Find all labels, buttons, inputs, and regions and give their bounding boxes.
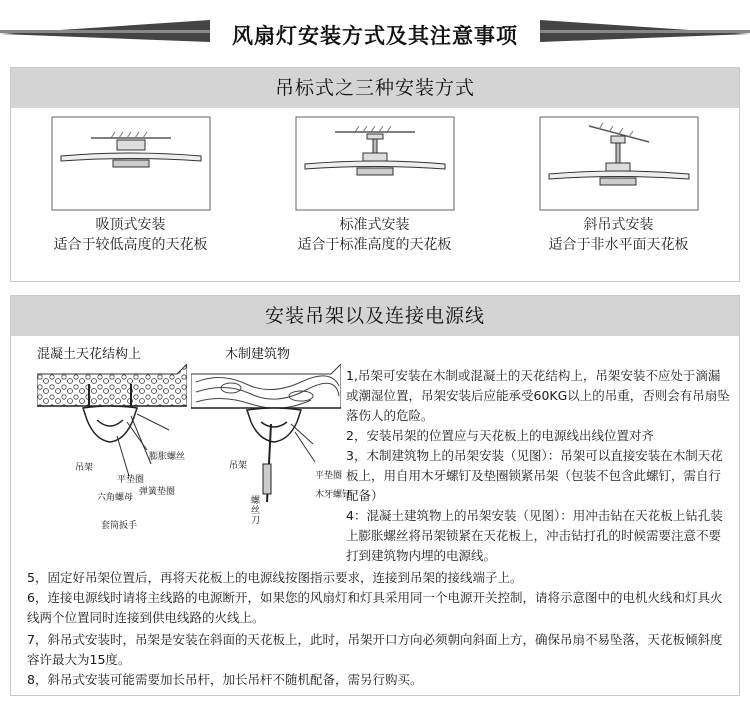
mount-standard-name: 标准式安装 — [339, 217, 410, 233]
flush-mount-fan-icon — [51, 116, 211, 211]
note-3: 3，木制建筑物上的吊架安装（见图）：吊架可以直接安装在木制天花板上，用自用木牙螺钉及垫圈锁紧吊架（包装不包含此螺钉，需自行配备） — [346, 448, 723, 503]
bracket-install-heading: 安装吊架以及连接电源线 — [11, 296, 739, 336]
concrete-label-spring-washer: 弹簧垫圈 — [139, 487, 176, 497]
concrete-label-expansion-bolt: 膨胀螺丝 — [149, 452, 186, 462]
mount-types-heading: 吊标式之三种安装方式 — [11, 68, 739, 108]
wood-ceiling-diagram — [191, 364, 341, 504]
concrete-diagram-title: 混凝土天花结构上 — [37, 347, 142, 362]
mount-flush-desc: 适合于较低高度的天花板 — [53, 237, 208, 253]
wood-label-wood-screw: 木牙螺钉 — [315, 490, 352, 500]
note-2: 2，安装吊架的位置应与天花板上的电源线出线位置对齐 — [346, 428, 654, 443]
mount-angled — [501, 116, 736, 255]
note-7: 7，斜吊式安装时，吊架是安装在斜面的天花板上，此时，吊架开口方向必须朝向斜面上方，确保吊扇不易坠落，天花板倾斜度容许最大为15度。 — [27, 632, 723, 667]
concrete-ceiling-diagram — [37, 364, 187, 484]
mount-standard — [257, 116, 492, 255]
concrete-label-flat-washer: 平垫圈 — [117, 475, 145, 485]
angled-mount-fan-icon — [539, 116, 699, 211]
wood-label-flat-washer: 平垫圈 — [315, 471, 343, 481]
note-4: 4：混凝土建筑物上的吊架安装（见图）：用冲击钻在天花板上钻孔装上膨胀螺丝将吊架锁紧在天花板上，冲击钻打孔的时候需要注意不要打到建筑物内埋的电源线。 — [346, 508, 723, 563]
mount-standard-desc: 适合于标准高度的天花板 — [297, 237, 452, 253]
note-5: 5，固定好吊架位置后，再将天花板上的电源线按图指示要求，连接到吊架的接线端子上。 — [27, 570, 523, 585]
mount-angled-name: 斜吊式安装 — [583, 217, 654, 233]
wood-diagram-title: 木制建筑物 — [225, 347, 291, 362]
concrete-label-bracket: 吊架 — [75, 463, 94, 473]
mount-flush — [13, 116, 248, 255]
concrete-label-wrench: 套筒扳手 — [101, 521, 138, 531]
concrete-label-hex-nut: 六角螺母 — [97, 493, 134, 503]
wood-label-bracket: 吊架 — [229, 461, 248, 471]
wood-label-screwdriver: 螺丝刀 — [251, 496, 261, 526]
mount-flush-name: 吸顶式安装 — [95, 217, 166, 233]
note-1: 1,吊架可安装在木制或混凝土的天花结构上，吊架安装不应处于滴漏或潮湿位置，吊架安装后应能承受60KG以上的吊重，否则会有吊扇坠落伤人的危险。 — [346, 368, 730, 423]
mount-angled-desc: 适合于非水平面天花板 — [548, 237, 689, 253]
standard-mount-fan-icon — [295, 116, 455, 211]
note-8: 8，斜吊式安装可能需要加长吊杆，加长吊杆不随机配备，需另行购买。 — [27, 672, 423, 687]
page-title: 风扇灯安装方式及其注意事项 — [232, 24, 518, 48]
note-6: 6，连接电源线时请将主线路的电源断开，如果您的风扇灯和灯具采用同一个电源开关控制，请将示意图中的电机火线和灯具火线两个位置同时连接到供电线路的火线上。 — [27, 590, 723, 625]
bracket-install-section — [10, 295, 740, 696]
mount-types-section — [10, 67, 740, 282]
